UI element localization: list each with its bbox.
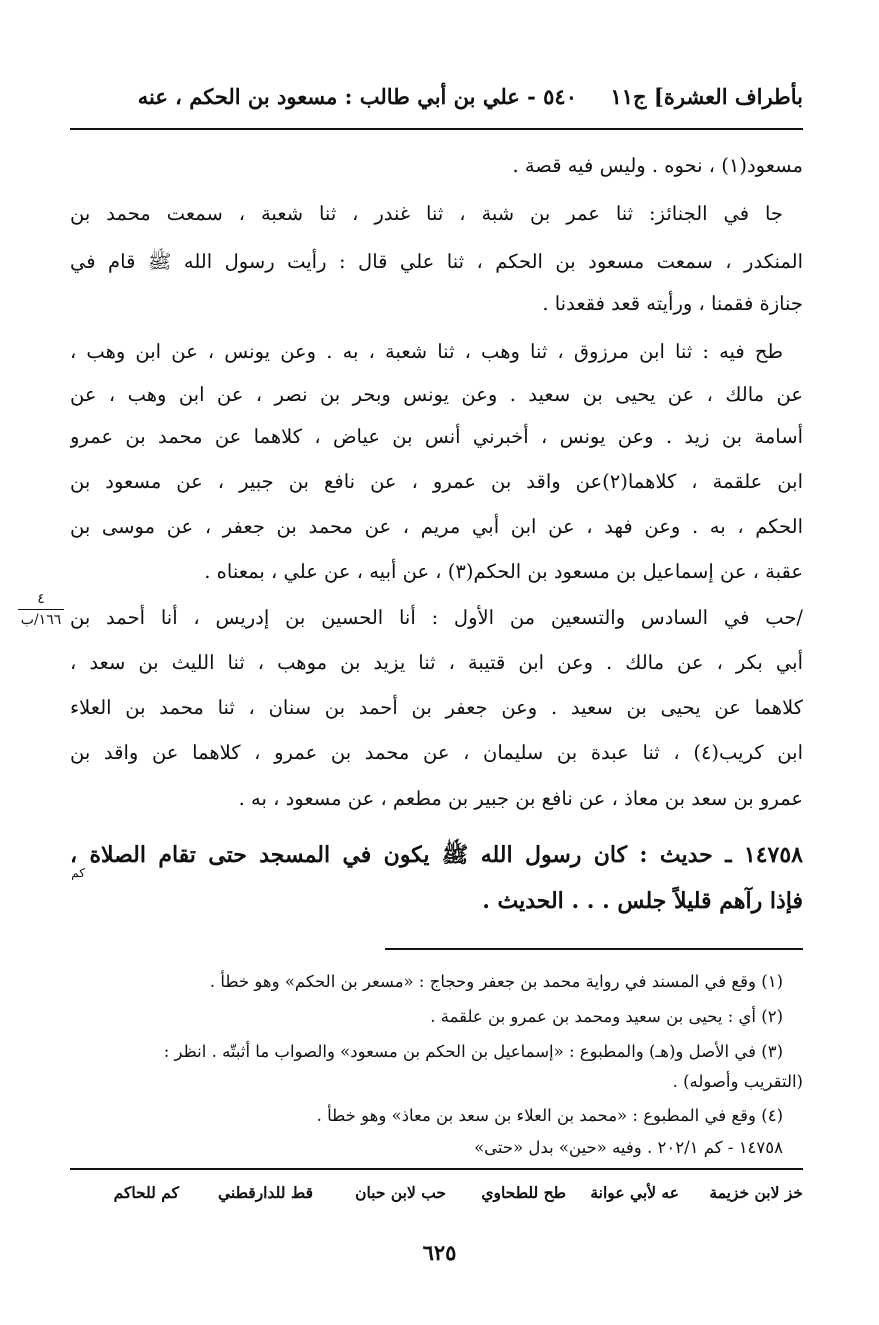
footnote-continued: (التقريب وأصوله) . <box>672 1072 803 1091</box>
folio-note-top: ٤ <box>37 591 45 607</box>
body-line: عن مالك ، عن يحيى بن سعيد . وعن يونس وبحر بن نصر ، عن ابن وهب ، عن <box>70 383 803 406</box>
footnote: (١) وقع في المسند في رواية محمد بن جعفر وحجاج : «مسعر بن الحكم» وهو خطأ . <box>209 972 783 991</box>
abbreviations-rule <box>70 1168 803 1170</box>
folio-note-divider <box>18 609 64 610</box>
body-line: كلاهما عن يحيى بن سعيد . وعن جعفر بن أحمد بن سنان ، ثنا محمد بن العلاء <box>70 696 803 719</box>
abbreviation-key: قط للدارقطني <box>217 1183 313 1202</box>
body-line: جا في الجنائز: ثنا عمر بن شبة ، ثنا غندر ، ثنا شعبة ، سمعت محمد بن <box>70 202 783 225</box>
footnote-rule <box>385 948 803 950</box>
folio-note-bottom: ١٦٦/ب <box>20 612 62 628</box>
abbreviation-key: طح للطحاوي <box>481 1183 566 1202</box>
body-line: أبي بكر ، عن مالك . وعن ابن قتيبة ، ثنا يزيد بن موهب ، ثنا الليث بن سعد ، <box>70 651 803 674</box>
header-section-title: ٥٤٠ - علي بن أبي طالب : مسعود بن الحكم ، عنه <box>137 84 577 109</box>
body-line: ابن كريب(٤) ، ثنا عبدة بن سليمان ، عن محمد بن عمرو ، كلاهما عن واقد بن <box>70 741 803 764</box>
footnote: (٢) أي : يحيى بن سعيد ومحمد بن عمرو بن علقمة . <box>430 1007 783 1026</box>
abbreviation-key: حب لابن حبان <box>355 1183 446 1202</box>
body-line: المنكدر ، سمعت مسعود بن الحكم ، ثنا علي قال : رأيت رسول الله ﷺ قام في <box>70 250 803 273</box>
hadith-heading: ١٤٧٥٨ ـ حديث : كان رسول الله ﷺ يكون في المسجد حتى تقام الصلاة ، <box>70 842 803 868</box>
footnote: (٤) وقع في المطبوع : «محمد بن العلاء بن سعد بن معاذ» وهو خطأ . <box>316 1106 783 1125</box>
body-line: ابن علقمة ، كلاهما(٢)عن واقد بن عمرو ، عن نافع بن جبير ، عن مسعود بن <box>70 470 803 493</box>
abbreviation-key: خز لابن خزيمة <box>709 1183 803 1202</box>
body-line: عمرو بن سعد بن معاذ ، عن نافع بن جبير بن مطعم ، عن مسعود ، به . <box>238 787 803 810</box>
header-rule <box>70 128 803 130</box>
abbreviation-key: عه لأبي عوانة <box>590 1183 679 1202</box>
abbreviation-key: كم للحاكم <box>113 1183 179 1202</box>
header-volume: بأطراف العشرة] ج١١ <box>610 84 803 109</box>
body-line: الحكم ، به . وعن فهد ، عن ابن أبي مريم ، عن محمد بن جعفر ، عن موسى بن <box>70 515 803 538</box>
body-line: مسعود(١) ، نحوه . وليس فيه قصة . <box>512 154 803 177</box>
footnote: ١٤٧٥٨ - كم ٢٠٢/١ . وفيه «حين» بدل «حتى» <box>474 1138 783 1157</box>
body-line: عقبة ، عن إسماعيل بن مسعود بن الحكم(٣) ، عن أبيه ، عن علي ، بمعناه . <box>204 560 803 583</box>
body-line: طح فيه : ثنا ابن مرزوق ، ثنا وهب ، ثنا شعبة ، به . وعن يونس ، عن ابن وهب ، <box>70 340 783 363</box>
body-line: أسامة بن زيد . وعن يونس ، أخبرني أنس بن عياض ، كلاهما عن محمد بن عمرو <box>70 425 803 448</box>
body-line: /حب في السادس والتسعين من الأول : أنا الحسين بن إدريس ، أنا أحمد بن <box>70 606 803 629</box>
folio-margin-note <box>18 590 64 629</box>
page-number: ٦٢٥ <box>422 1240 457 1265</box>
hadith-heading-continued: فإذا رآهم قليلاً جلس . . . الحديث . <box>482 888 803 914</box>
body-line: جنازة فقمنا ، ورأيته قعد فقعدنا . <box>542 292 803 315</box>
hadith-source-marker: كم <box>71 866 85 880</box>
footnote: (٣) في الأصل و(هـ) والمطبوع : «إسماعيل بن الحكم بن مسعود» والصواب ما أثبتّه . انظر : <box>163 1042 783 1061</box>
